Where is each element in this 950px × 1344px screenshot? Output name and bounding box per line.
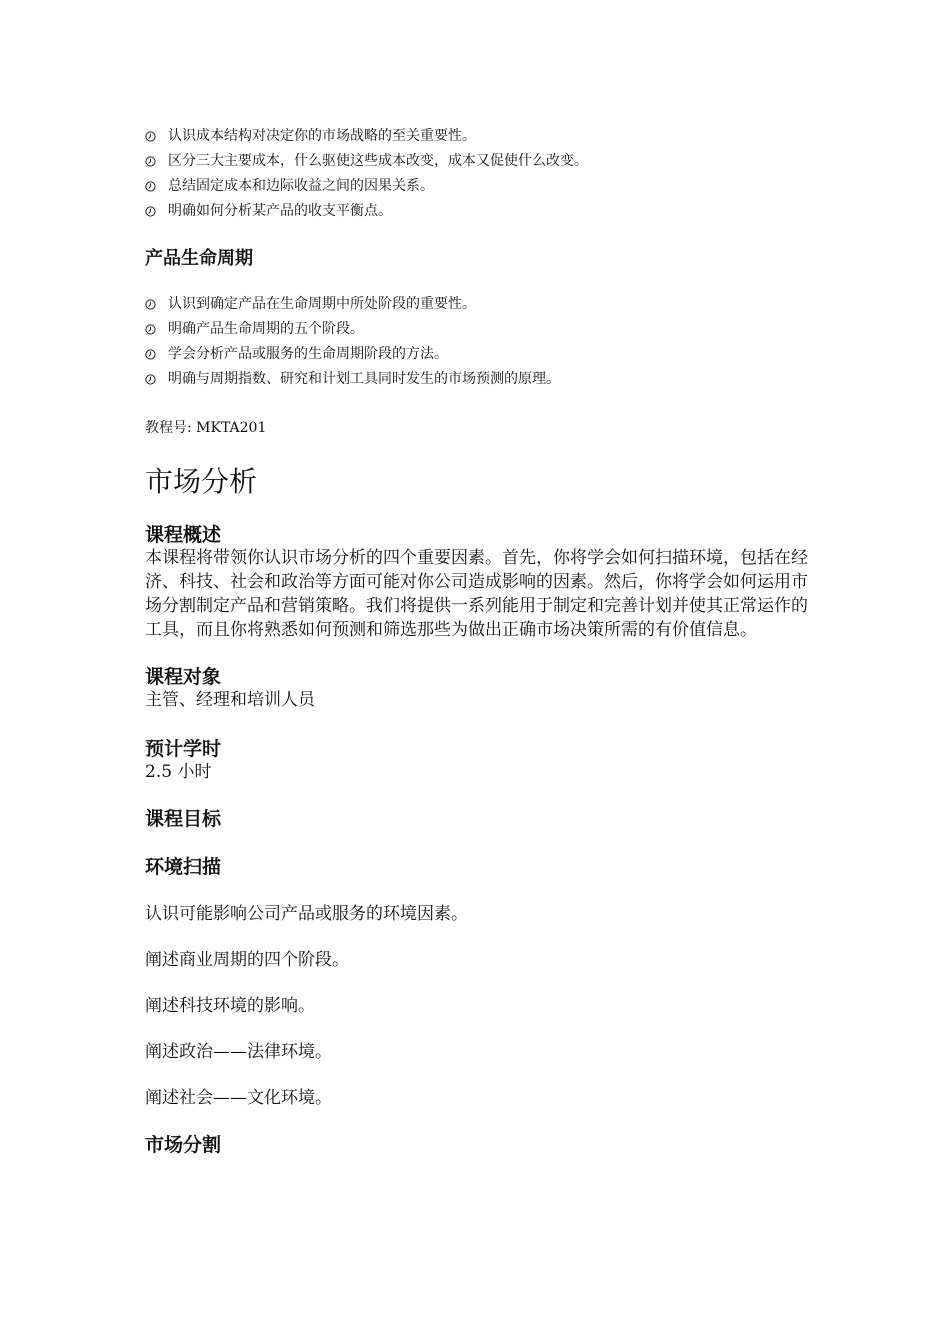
clock-icon xyxy=(145,206,156,217)
duration-text: 2.5 小时 xyxy=(145,762,212,782)
clock-icon xyxy=(145,156,156,167)
list-item-text: 明确如何分析某产品的收支平衡点。 xyxy=(168,203,392,219)
env-scan-heading: 环境扫描 xyxy=(145,856,222,878)
list-item xyxy=(145,367,815,392)
clock-icon xyxy=(145,181,156,192)
list-item xyxy=(145,199,815,224)
env-scan-item: 阐述商业周期的四个阶段。 xyxy=(145,950,349,970)
list-item-text: 明确与周期指数、研究和计划工具同时发生的市场预测的原理。 xyxy=(168,371,560,387)
env-scan-item: 阐述科技环境的影响。 xyxy=(145,996,315,1016)
clock-icon xyxy=(145,299,156,310)
list-item xyxy=(145,174,815,199)
list-item-text: 区分三大主要成本，什么驱使这些成本改变，成本又促使什么改变。 xyxy=(168,153,588,169)
list-item-text: 总结固定成本和边际收益之间的因果关系。 xyxy=(168,178,434,194)
segmentation-heading: 市场分割 xyxy=(145,1134,222,1156)
plc-objectives-list xyxy=(145,292,815,392)
list-item-text: 认识成本结构对决定你的市场战略的至关重要性。 xyxy=(168,128,476,144)
list-item-text: 学会分析产品或服务的生命周期阶段的方法。 xyxy=(168,346,448,362)
env-scan-item: 阐述社会——文化环境。 xyxy=(145,1088,332,1108)
plc-heading: 产品生命周期 xyxy=(145,248,253,269)
list-item xyxy=(145,317,815,342)
document-page xyxy=(145,124,815,1158)
duration-heading: 预计学时 xyxy=(145,738,222,760)
course-title: 市场分析 xyxy=(145,465,258,498)
overview-heading: 课程概述 xyxy=(145,524,222,546)
list-item xyxy=(145,124,815,149)
clock-icon xyxy=(145,349,156,360)
clock-icon xyxy=(145,374,156,385)
clock-icon xyxy=(145,131,156,142)
overview-text: 本课程将带领你认识市场分析的四个重要因素。首先，你将学会如何扫描环境，包括在经济、科技、社会和政治等方面可能对你公司造成影响的因素。然后，你将学会如何运用市场分割制定产品和营销策略。我们将提供一系列能用于制定和完善计划并使其正常运作的工具，而且你将熟悉如何预测和筛选那些为做出正确市场决策所需的有价值信息。 xyxy=(145,548,808,640)
list-item xyxy=(145,292,815,317)
list-item-text: 认识到确定产品在生命周期中所处阶段的重要性。 xyxy=(168,296,476,312)
audience-heading: 课程对象 xyxy=(145,666,222,688)
clock-icon xyxy=(145,324,156,335)
list-item-text: 明确产品生命周期的五个阶段。 xyxy=(168,321,364,337)
cost-objectives-list xyxy=(145,124,815,224)
env-scan-item: 阐述政治——法律环境。 xyxy=(145,1042,332,1062)
objectives-heading: 课程目标 xyxy=(145,808,222,830)
course-code: 教程号: MKTA201 xyxy=(145,420,267,436)
env-scan-item: 认识可能影响公司产品或服务的环境因素。 xyxy=(145,904,468,924)
list-item xyxy=(145,149,815,174)
list-item xyxy=(145,342,815,367)
audience-text: 主管、经理和培训人员 xyxy=(145,690,315,710)
